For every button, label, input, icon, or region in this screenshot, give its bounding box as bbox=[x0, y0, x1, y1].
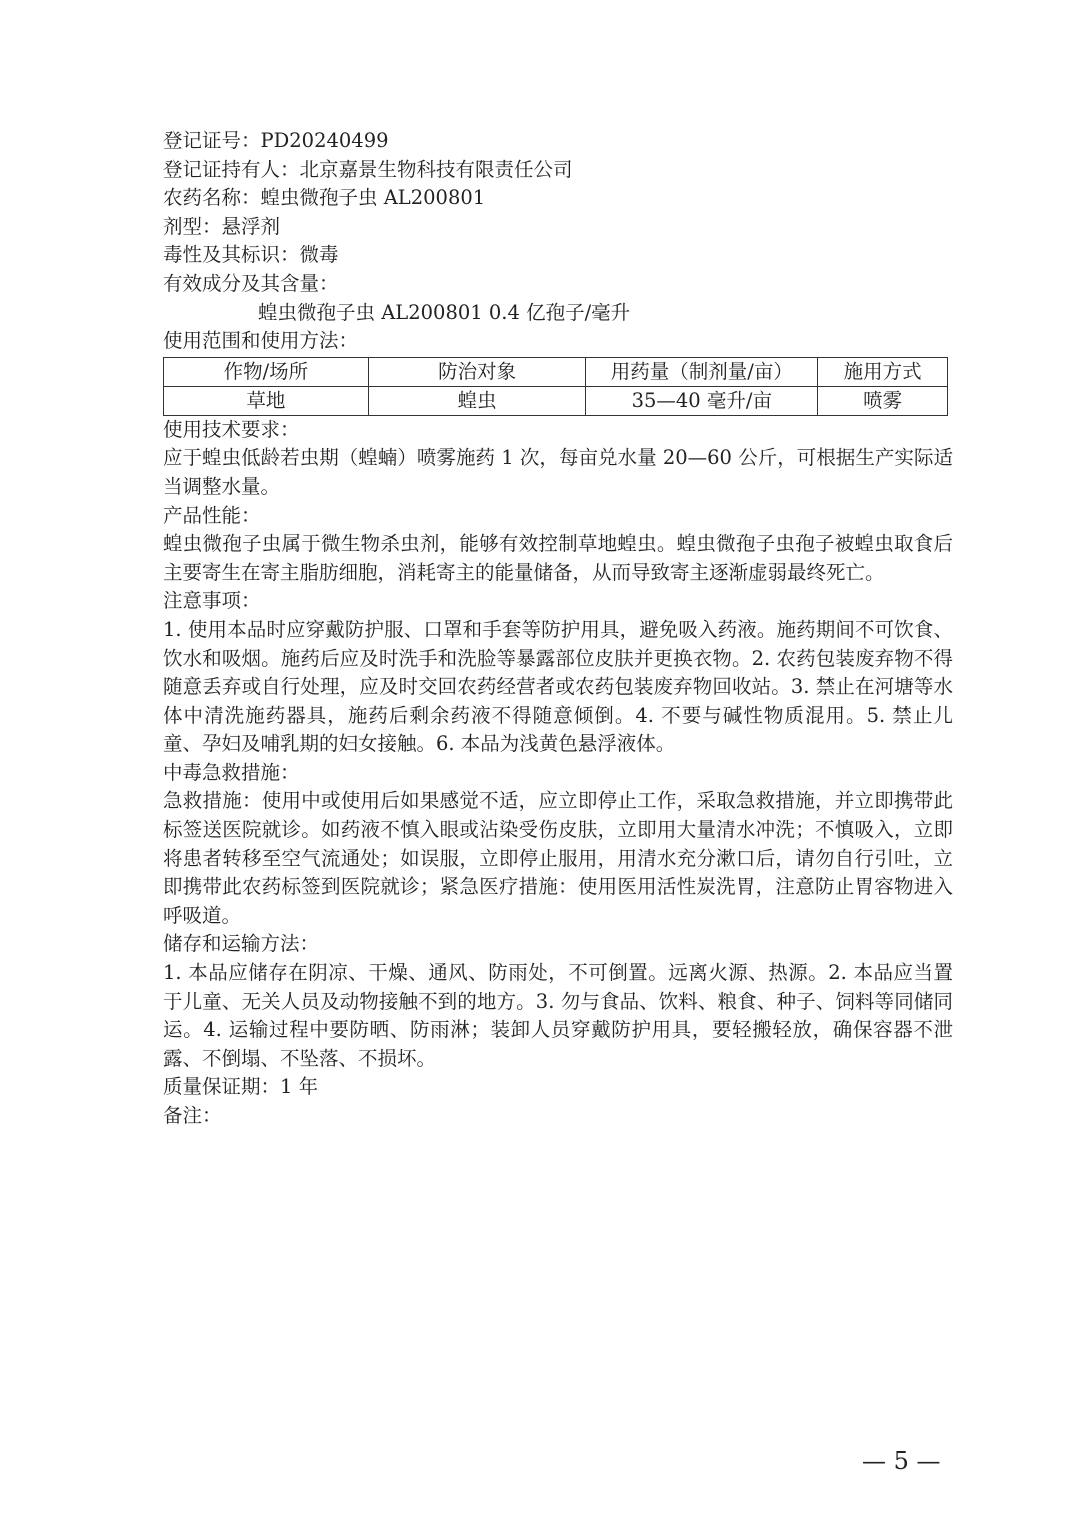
storage-heading: 储存和运输方法： bbox=[163, 932, 320, 956]
header-dosage: 用药量（制剂量/亩） bbox=[586, 357, 818, 386]
cell-method: 喷雾 bbox=[818, 386, 948, 415]
registration-number: 登记证号：PD20240499 bbox=[163, 129, 389, 152]
warranty: 质量保证期：1 年 bbox=[163, 1075, 319, 1099]
toxicity: 毒性及其标识：微毒 bbox=[163, 243, 339, 267]
registration-holder: 登记证持有人：北京嘉景生物科技有限责任公司 bbox=[163, 157, 573, 181]
usage-heading: 使用范围和使用方法： bbox=[163, 329, 359, 353]
firstaid-heading: 中毒急救措施： bbox=[163, 760, 300, 784]
performance-text: 蝗虫微孢子虫属于微生物杀虫剂，能够有效控制草地蝗虫。蝗虫微孢子虫孢子被蝗虫取食后主要寄生在寄主脂肪细胞，消耗寄主的能量储备，从而导致寄主逐渐虚弱最终死亡。 bbox=[163, 532, 953, 584]
ingredient-content: 蝗虫微孢子虫 AL200801 0.4 亿孢子/毫升 bbox=[258, 300, 631, 324]
header-target: 防治对象 bbox=[368, 357, 586, 386]
header-crop: 作物/场所 bbox=[164, 357, 369, 386]
remarks: 备注： bbox=[163, 1104, 222, 1127]
page-number: — 5 — bbox=[862, 1447, 941, 1475]
cell-target: 蝗虫 bbox=[368, 386, 586, 415]
precautions-heading: 注意事项： bbox=[163, 589, 261, 613]
cell-dosage: 35—40 毫升/亩 bbox=[586, 386, 818, 415]
formulation: 剂型：悬浮剂 bbox=[163, 214, 281, 238]
tech-heading: 使用技术要求： bbox=[163, 417, 300, 441]
ingredient-heading: 有效成分及其含量： bbox=[163, 271, 339, 295]
pesticide-name: 农药名称：蝗虫微孢子虫 AL200801 bbox=[163, 186, 486, 210]
usage-table bbox=[163, 357, 948, 416]
precautions-text: 1. 使用本品时应穿戴防护服、口罩和手套等防护用具，避免吸入药液。施药期间不可饮食、饮水和吸烟。施药后应及时洗手和洗脸等暴露部位皮肤并更换衣物。2. 农药包装废弃物不得随意丢弃或自行处理，应及时交回农药经营者或农药包装废弃物回收站。3. 禁止在河塘等水体中清洗施药器具，施药后剩余药液不得随意倾倒。4. 不要与碱性物质混用。5. 禁止儿童、孕妇及哺乳期的妇女接触。6. 本品为浅黄色悬浮液体。 bbox=[163, 617, 953, 756]
header-method: 施用方式 bbox=[818, 357, 948, 386]
cell-crop: 草地 bbox=[164, 386, 369, 415]
storage-text: 1. 本品应储存在阴凉、干燥、通风、防雨处，不可倒置。远离火源、热源。2. 本品应当置于儿童、无关人员及动物接触不到的地方。3. 勿与食品、饮料、粮食、种子、饲料等同储同运。4. 运输过程中要防晒、防雨淋；装卸人员穿戴防护用具，要轻搬轻放，确保容器不泄露、不倒塌、不坠落、不损坏。 bbox=[163, 961, 953, 1070]
usage-table-header-row bbox=[164, 357, 948, 386]
tech-text: 应于蝗虫低龄若虫期（蝗蝻）喷雾施药 1 次，每亩兑水量 20—60 公斤，可根据生产实际适当调整水量。 bbox=[163, 446, 953, 498]
table-row bbox=[164, 386, 948, 415]
firstaid-text: 急救措施：使用中或使用后如果感觉不适，应立即停止工作，采取急救措施，并立即携带此标签送医院就诊。如药液不慎入眼或沾染受伤皮肤，立即用大量清水冲洗；不慎吸入，立即将患者转移至空气流通处；如误服，立即停止服用，用清水充分漱口后，请勿自行引吐，立即携带此农药标签到医院就诊；紧急医疗措施：使用医用活性炭洗胃，注意防止胃容物进入呼吸道。 bbox=[163, 789, 953, 927]
label-content bbox=[163, 127, 953, 1131]
performance-heading: 产品性能： bbox=[163, 503, 261, 527]
